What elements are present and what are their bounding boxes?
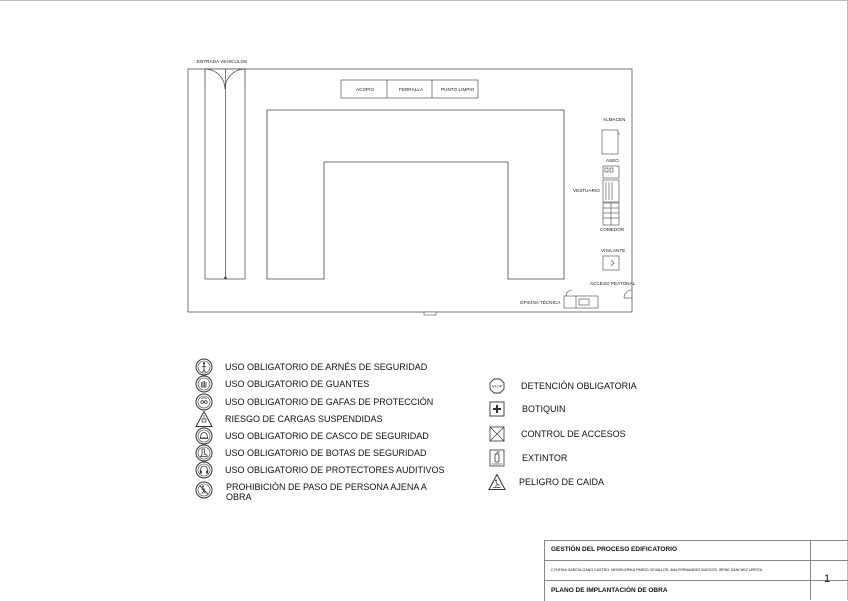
acceso-peatonal-label: ACCESO PEATONAL bbox=[590, 281, 636, 286]
legend-gloves-text: USO OBLIGATORIO DE GUANTES bbox=[225, 379, 370, 389]
vestuario-label: VESTUARIO bbox=[573, 188, 600, 193]
legend-boots bbox=[195, 444, 427, 462]
title-block-divider-1 bbox=[544, 560, 848, 561]
gloves-icon bbox=[195, 375, 213, 393]
extinguisher-icon bbox=[488, 449, 506, 467]
aseo-hut bbox=[603, 166, 619, 178]
legend-ear-protection bbox=[195, 461, 445, 479]
legend-boots-text: USO OBLIGATORIO DE BOTAS DE SEGURIDAD bbox=[225, 448, 427, 458]
legend-fall-hazard-text: PELIGRO DE CAIDA bbox=[519, 477, 605, 487]
title-block-divider-2 bbox=[544, 580, 848, 581]
legend-helmet bbox=[195, 427, 429, 445]
legend-harness-text: USO OBLIGATORIO DE ARNÉS DE SEGURIDAD bbox=[225, 362, 428, 372]
legend-suspended-load bbox=[195, 410, 383, 428]
vestuario-hut bbox=[603, 180, 619, 202]
oficina-tecnica-hut bbox=[564, 290, 598, 308]
access-control-icon bbox=[488, 425, 506, 443]
oficina-tecnica-label: OFICINA TÉCNICA bbox=[520, 300, 561, 305]
legend-gloves bbox=[195, 375, 369, 393]
no-entry-icon bbox=[195, 481, 213, 499]
helmet-icon bbox=[195, 427, 213, 445]
harness-icon bbox=[195, 358, 213, 376]
legend-first-aid bbox=[488, 400, 566, 418]
legend-first-aid-text: BOTIQUIN bbox=[522, 404, 566, 414]
legend-no-entry-line1: PROHIBICIÓN DE PASO DE PERSONA AJENA A bbox=[226, 482, 427, 492]
legend-ear-protection-text: USO OBLIGATORIO DE PROTECTORES AUDITIVOS bbox=[225, 465, 445, 475]
ferralla-label: FERRALLA bbox=[399, 87, 424, 92]
legend-helmet-text: USO OBLIGATORIO DE CASCO DE SEGURIDAD bbox=[225, 431, 429, 441]
entrada-label: ENTRADA VEHICULOS bbox=[197, 59, 248, 64]
sheet-number: 1 bbox=[824, 573, 831, 585]
legend-no-entry bbox=[195, 481, 427, 501]
vehicle-entrance bbox=[205, 69, 245, 279]
title-block-vertical bbox=[810, 540, 811, 600]
building-footprint bbox=[267, 110, 564, 279]
course-title: GESTIÓN DEL PROCESO EDIFICATORIO bbox=[551, 546, 678, 553]
first-aid-icon bbox=[488, 400, 506, 418]
authors-text: CYNTHIA GARCÍA-GANO CASTRO, MISHELERIKA PARDO CEVALLOS, ANA FERNANDEZ BURGOS, IRENE SÁNCHEZ URRITA bbox=[551, 568, 763, 572]
legend-goggles bbox=[195, 393, 433, 411]
legend-access-control-text: CONTROL DE ACCESOS bbox=[521, 429, 626, 439]
stop-icon bbox=[488, 377, 506, 395]
legend-access-control bbox=[488, 425, 626, 443]
goggles-icon bbox=[195, 393, 213, 411]
legend-extinguisher-text: EXTINTOR bbox=[522, 453, 568, 463]
stop-icon-text: STOP bbox=[491, 383, 503, 389]
legend-no-entry-line2: OBRA bbox=[226, 492, 252, 502]
boots-icon bbox=[195, 444, 213, 462]
legend-harness bbox=[195, 358, 427, 376]
drawing-title: PLANO DE IMPLANTACIÓN DE OBRA bbox=[551, 587, 668, 594]
comedor-hut bbox=[603, 203, 619, 225]
legend-fall-hazard bbox=[488, 473, 604, 491]
almacen-label: ALMACEN bbox=[603, 117, 626, 122]
almacen-hut bbox=[602, 130, 620, 154]
comedor-label: COMEDOR bbox=[600, 227, 625, 232]
legend-goggles-text: USO OBLIGATORIO DE GAFAS DE PROTECCIÓN bbox=[225, 397, 434, 407]
suspended-load-icon bbox=[195, 410, 213, 428]
legend-no-entry-text bbox=[226, 482, 427, 502]
acopio-label: ACOPIO bbox=[356, 87, 375, 92]
vigilante-label: VIGILANTE bbox=[601, 248, 626, 253]
aseo-label: ASEO bbox=[606, 158, 619, 163]
vigilante-hut bbox=[603, 256, 619, 270]
punto-limpio-label: PUNTO LIMPIO bbox=[441, 87, 475, 92]
legend-extinguisher bbox=[488, 449, 567, 467]
site-boundary bbox=[188, 69, 632, 312]
ear-protection-icon bbox=[195, 461, 213, 479]
fall-hazard-icon bbox=[488, 473, 506, 491]
pedestrian-gate bbox=[624, 290, 632, 298]
legend-stop-text: DETENCIÓN OBLIGATORIA bbox=[521, 381, 637, 391]
legend-suspended-load-text: RIESGO DE CARGAS SUSPENDIDAS bbox=[225, 414, 383, 424]
legend-stop bbox=[488, 377, 637, 395]
